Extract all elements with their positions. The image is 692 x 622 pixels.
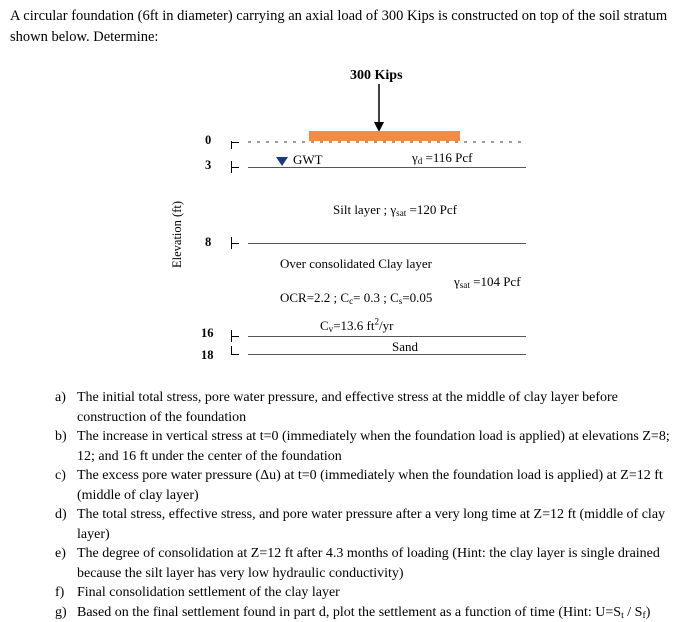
list-item xyxy=(55,466,680,505)
list-item xyxy=(55,427,680,466)
list-item xyxy=(55,505,680,544)
question-list xyxy=(55,388,680,622)
item-text: The initial total stress, pore water pressure, and effective stress at the middle of clay layer before construction of the foundation xyxy=(77,390,618,425)
item-marker: f) xyxy=(55,583,64,603)
bottom-line xyxy=(248,354,526,355)
gamma-dry-label: $\gamma_d =116$ Pcf xyxy=(412,150,472,166)
axis-tick xyxy=(231,336,239,337)
clay-layer-label: Over consolidated Clay layer xyxy=(280,256,432,272)
item-text: The excess pore water pressure (Δu) at t=0 (immediately when the foundation load is applied) at Z=12 ft (middle of clay layer) xyxy=(77,468,663,503)
elevation-0: 0 xyxy=(205,133,211,148)
ground-surface-line xyxy=(248,141,526,143)
item-text: The increase in vertical stress at t=0 (immediately when the foundation load is applied) at elevations Z=8; 12; and 16 ft under the center of the foundation xyxy=(77,429,670,464)
elevation-axis-label: Elevation (ft) xyxy=(170,201,185,268)
sand-label: Sand xyxy=(392,339,418,355)
problem-intro: A circular foundation (6ft in diameter) carrying an axial load of 300 Kips is constructed on top of the soil stratum shown below. Determine: xyxy=(10,6,682,48)
sand-top-line xyxy=(248,336,526,337)
elevation-3: 3 xyxy=(205,158,211,173)
item-marker: e) xyxy=(55,544,66,564)
item-text: The total stress, effective stress, and pore water pressure after a very long time at Z=12 ft (middle of clay layer) xyxy=(77,507,665,542)
axis-tick xyxy=(231,243,239,244)
item-marker: a) xyxy=(55,388,66,408)
list-item xyxy=(55,388,680,427)
load-arrow-icon xyxy=(372,84,386,134)
footing xyxy=(309,131,460,141)
load-label: 300 Kips xyxy=(350,68,403,84)
item-text: Final consolidation settlement of the clay layer xyxy=(77,585,340,600)
elevation-16: 16 xyxy=(201,326,214,341)
gwt-line xyxy=(248,167,526,168)
item-text: Based on the final settlement found in part d, plot the settlement as a function of time (Hint: $U=S_t / S_f$) xyxy=(77,605,650,620)
list-item xyxy=(55,544,680,583)
cv-label: $C_v=13.6$ $ft^2/yr$ xyxy=(320,318,394,334)
item-marker: b) xyxy=(55,427,67,447)
clay-top-line xyxy=(248,243,526,244)
gwt-marker-icon xyxy=(276,157,288,167)
item-marker: c) xyxy=(55,466,66,486)
list-item xyxy=(55,583,680,603)
silt-layer-label: Silt layer ; $\gamma_{sat} =120$ Pcf xyxy=(333,202,457,218)
axis-tick xyxy=(231,142,239,143)
list-item xyxy=(55,603,680,622)
elevation-8: 8 xyxy=(205,235,211,250)
clay-properties-label: OCR=2.2 ; $C_c= 0.3$ ; $C_s=0.05$ xyxy=(280,290,432,306)
item-marker: g) xyxy=(55,603,67,622)
elevation-18: 18 xyxy=(201,348,214,363)
gwt-label: GWT xyxy=(293,152,323,168)
axis-tick xyxy=(231,354,239,355)
item-text: The degree of consolidation at Z=12 ft after 4.3 months of loading (Hint: the clay layer is single drained because the silt layer has very low hydraulic conductivity) xyxy=(77,546,660,581)
item-marker: d) xyxy=(55,505,67,525)
axis-tick xyxy=(231,167,239,168)
clay-gamma-label: $\gamma_{sat} =104$ Pcf xyxy=(454,274,521,290)
